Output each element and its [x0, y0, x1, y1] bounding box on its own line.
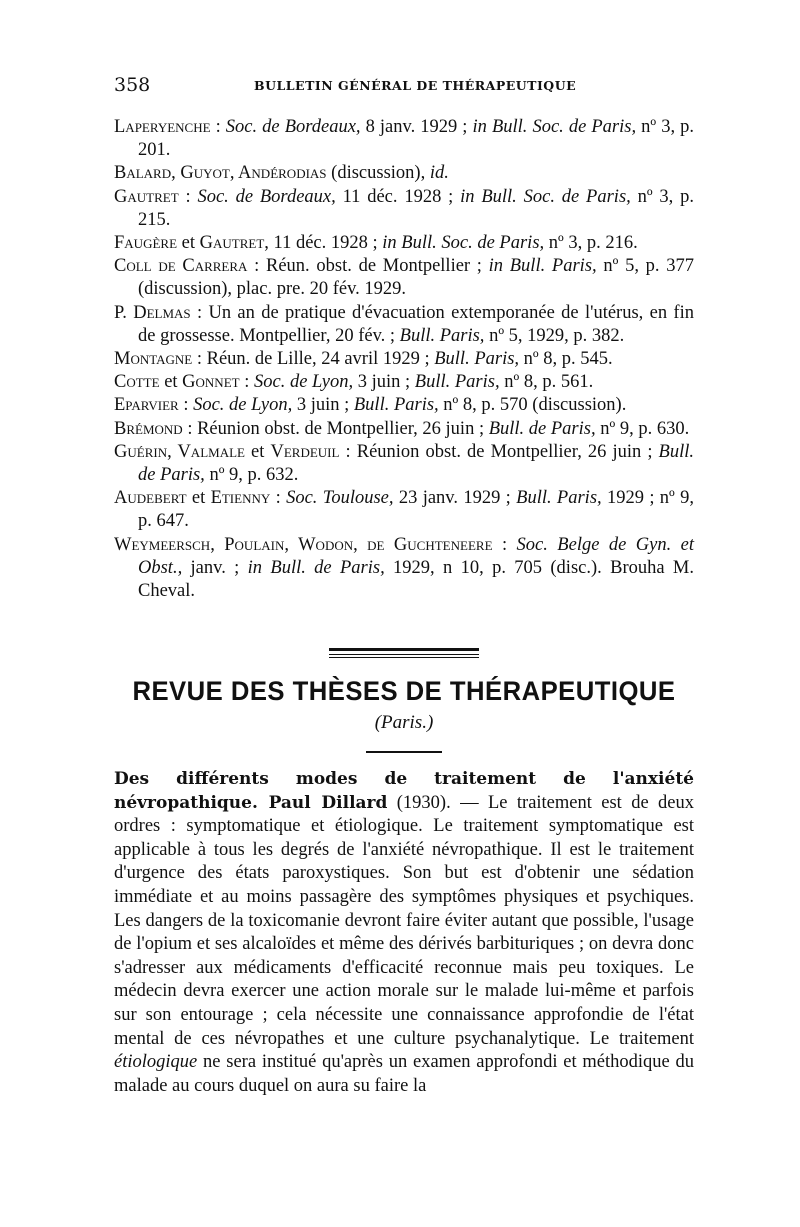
reference-authors: Coll de Carrera [114, 256, 248, 277]
reference-entry [114, 255, 694, 301]
reference-text: et [186, 488, 211, 509]
reference-authors: Brémond [114, 418, 183, 439]
article-italic-term: étiologique [114, 1052, 198, 1073]
reference-entry [114, 534, 694, 604]
reference-text: nº 3, p. 215. [138, 186, 694, 230]
reference-text: : Réun. obst. de Montpellier ; [247, 256, 489, 277]
reference-text: nº 8, p. 561. [499, 372, 594, 393]
reference-text: et [177, 233, 200, 254]
reference-text: 1929, n 10, p. 705 (disc.). Brouha M. Cheval. [138, 557, 694, 602]
reference-text: nº 3, p. 216. [544, 233, 638, 254]
reference-text: 1929 ; nº 9, p. 647. [138, 488, 695, 532]
page-number: 358 [114, 74, 151, 96]
reference-authors: Laperyenche [114, 117, 211, 137]
reference-source: Soc. de Bordeaux, [197, 186, 336, 207]
reference-authors: Gautret [199, 233, 265, 254]
article-paragraph [114, 768, 694, 1098]
reference-text: et [244, 441, 271, 462]
reference-text: 3 juin ; [353, 372, 415, 393]
reference-authors: Montagne [114, 349, 193, 370]
reference-authors: Weymeersch, Poulain, Wodon, de Guchteneere [114, 534, 493, 555]
reference-authors: Verdeuil [270, 441, 340, 462]
reference-text: (discussion), [326, 163, 430, 184]
reference-authors: Audebert [114, 488, 187, 509]
page-header [114, 74, 694, 102]
reference-authors: Etienny [210, 488, 271, 509]
reference-source: in Bull. de Paris, [247, 557, 385, 578]
reference-source: Bull. Paris, [399, 325, 485, 346]
reference-list [114, 116, 694, 603]
article-body-1: — Le traitement est de deux ordres : symptomatique et étiologique. Le traitement symptomatique est applicable à tous les degrés de l'anxiété névropathique. Il est le traitement d'urgence des états paroxystiques. Son but est d'obtenir une sédation immédiate et au moins passagère des symptômes physiques et psychiques. Les dangers de la toxicomanie devront faire éviter autant que possible, l'usage de l'opium et ses alcaloïdes et même des dérivés barbituriques ; on devra donc s'adresser aux médicaments d'efficacité reconnue mais peu toxiques. Le médecin devra exercer une action morale sur le malade lui-même et parfois sur son entourage ; cela nécessite une connaissance approfondie de l'état mental de ces névropathes et une culture psychanalytique. Le traitement [114, 792, 695, 1049]
reference-source: Soc. de Bordeaux, [225, 117, 361, 137]
reference-entry [114, 441, 694, 487]
reference-entry [114, 116, 694, 162]
reference-text: nº 5, 1929, p. 382. [484, 325, 625, 346]
reference-text: : Un an de pratique d'évacuation extemporanée de l'utérus, en fin de grossesse. Montpellier, 20 fév. ; [138, 302, 694, 346]
reference-text: nº 8, p. 545. [519, 349, 613, 370]
reference-entry [114, 348, 694, 371]
section-divider [329, 648, 479, 660]
reference-source: Bull. Paris, [414, 372, 500, 393]
reference-text: : [178, 186, 198, 207]
reference-entry [114, 487, 694, 533]
reference-text: : Réunion obst. de Montpellier, 26 juin ; [182, 418, 489, 439]
reference-text: 8 janv. 1929 ; [360, 117, 473, 137]
reference-text: : [210, 117, 226, 137]
reference-text: , 11 déc. 1928 ; [264, 233, 383, 254]
reference-authors: Gonnet [182, 372, 240, 393]
reference-text: 3 juin ; [292, 395, 354, 416]
reference-source: Bull. Paris, [516, 488, 602, 509]
reference-source: Soc. Belge de Gyn. et Obst., [138, 534, 694, 578]
reference-entry [114, 371, 694, 394]
reference-source: in Bull. Paris, [488, 256, 597, 277]
reference-authors: Eparvier [114, 395, 179, 416]
section-subtitle: (Paris.) [374, 712, 434, 733]
reference-entry [114, 162, 694, 185]
reference-authors: Guérin, Valmale [114, 441, 245, 462]
reference-entry [114, 394, 694, 417]
divider-line-thin [329, 654, 479, 655]
reference-source: Bull. Paris, [434, 349, 520, 370]
reference-entry [114, 418, 694, 441]
section-title: REVUE DES THÈSES DE THÉRAPEUTIQUE [132, 676, 676, 706]
reference-text: nº 9, p. 632. [204, 465, 299, 486]
reference-source: in Bull. Soc. de Paris, [472, 117, 637, 137]
reference-text: 23 janv. 1929 ; [393, 488, 517, 509]
reference-source: in Bull. Soc. de Paris, [382, 233, 545, 254]
reference-authors: Gautret [114, 186, 179, 207]
reference-text: : Réun. de Lille, 24 avril 1929 ; [192, 349, 435, 370]
article-body-2: ne sera institué qu'après un examen approfondi et méthodique du malade au cours duquel on aura su faire la [114, 1052, 694, 1096]
reference-source: Soc. de Lyon, [193, 395, 293, 416]
reference-source: Soc. Toulouse, [286, 488, 394, 509]
reference-source: Soc. de Lyon, [253, 372, 354, 393]
reference-text: : [270, 488, 287, 509]
reference-source: in Bull. Soc. de Paris, [460, 186, 631, 207]
reference-text: nº 5, p. 377 (discussion), plac. pre. 20 fév. 1929. [138, 256, 694, 300]
reference-entry [114, 232, 694, 255]
reference-authors: Balard, Guyot, Andérodias [114, 163, 327, 184]
reference-entry [114, 302, 694, 348]
reference-authors: Faugère [114, 233, 178, 254]
reference-text: : [492, 534, 517, 555]
reference-source: Bull. Paris, [353, 395, 439, 416]
reference-text: 11 déc. 1928 ; [335, 186, 461, 207]
reference-text: et [159, 372, 183, 393]
reference-text: nº 8, p. 570 (discussion). [438, 395, 627, 416]
article-title: Des différents modes de traitement de l'anxiété névropathique. Paul Dillard [114, 769, 694, 813]
reference-source: Bull. de Paris, [138, 441, 695, 486]
reference-text: nº 3, p. 201. [138, 117, 694, 161]
reference-authors: Cotte [114, 372, 160, 393]
divider-line-thick [329, 648, 479, 651]
running-head: BULLETIN GÉNÉRAL DE THÉRAPEUTIQUE [254, 78, 577, 93]
reference-source: Bull. de Paris, [488, 418, 596, 439]
reference-text: : [239, 372, 254, 393]
reference-source: id. [429, 163, 449, 184]
reference-authors: P. Delmas [114, 302, 191, 323]
title-underline [366, 751, 442, 753]
reference-text: janv. ; [182, 557, 248, 578]
reference-text: nº 9, p. 630. [595, 418, 690, 439]
reference-text: : Réunion obst. de Montpellier, 26 juin ; [339, 441, 659, 462]
reference-entry [114, 186, 694, 232]
reference-text: : [178, 395, 194, 416]
article-year: (1930). [387, 792, 451, 813]
divider-line-thin [329, 657, 479, 658]
